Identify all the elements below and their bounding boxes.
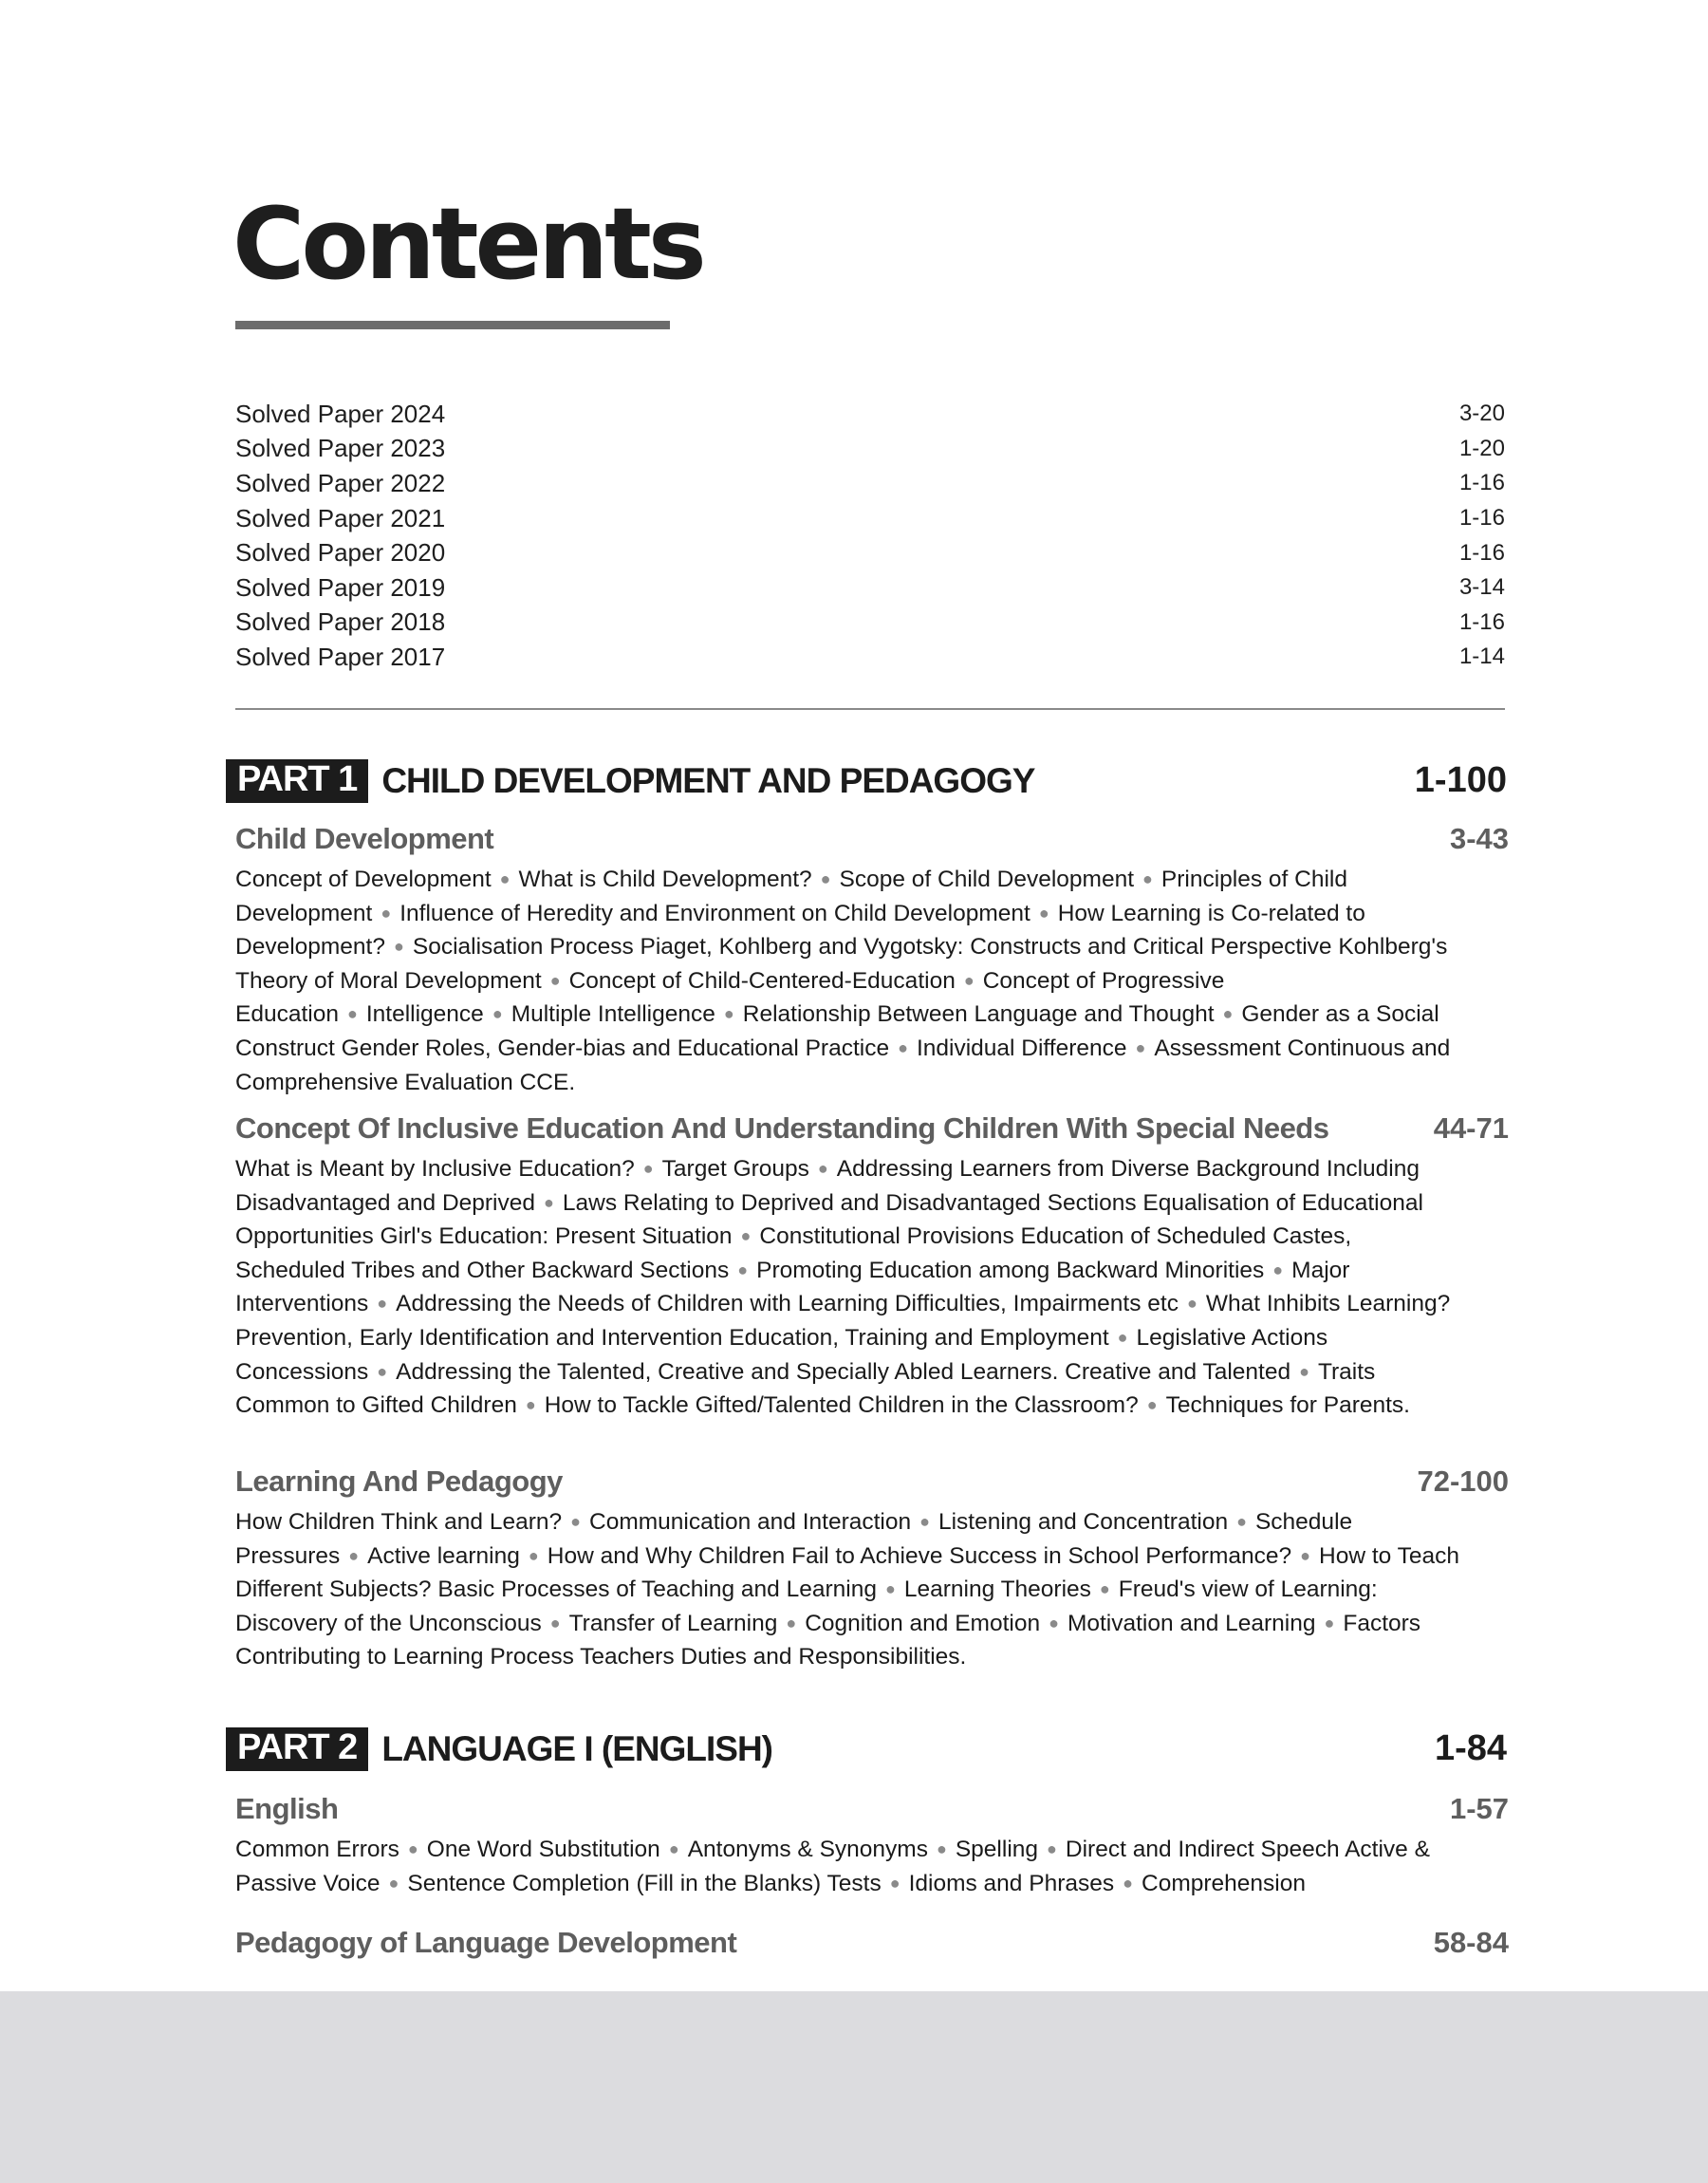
topic-list: [235, 1834, 1461, 1901]
bullet-separator: ●: [1299, 1361, 1309, 1381]
bullet-separator: ●: [1135, 1037, 1146, 1057]
bullet-separator: ●: [544, 1192, 554, 1212]
toc-entry-label: Solved Paper 2017: [235, 642, 446, 671]
section-title: English: [235, 1792, 339, 1825]
topic-item: How Learning is Co-related to Development?: [235, 900, 1365, 961]
solved-papers-list: [235, 397, 1505, 675]
section-heading[interactable]: [235, 1792, 1509, 1826]
topic-item: Legislative Actions Concessions: [235, 1324, 1328, 1385]
bullet-separator: ●: [1300, 1545, 1310, 1565]
part-title: LANGUAGE I (ENGLISH): [381, 1728, 772, 1768]
section-pages: 44-71: [1433, 1111, 1509, 1145]
bullet-separator: ●: [528, 1545, 539, 1565]
bullet-separator: ●: [1324, 1613, 1335, 1633]
title-underline: [235, 321, 670, 329]
topic-item: Individual Difference: [916, 1035, 1127, 1061]
bullet-separator: ●: [1236, 1512, 1247, 1531]
toc-entry[interactable]: [235, 501, 1505, 536]
bullet-separator: ●: [919, 1512, 930, 1531]
bullet-separator: ●: [377, 1361, 388, 1381]
topic-item: What is Child Development?: [518, 867, 812, 892]
topic-item: How to Tackle Gifted/Talented Children in the Classroom?: [544, 1392, 1139, 1419]
topic-item: Promoting Education among Backward Minorities: [756, 1257, 1265, 1283]
bullet-separator: ●: [740, 1226, 752, 1246]
toc-section: [235, 1465, 1509, 1673]
bullet-separator: ●: [1222, 1004, 1234, 1024]
toc-entry-label: Solved Paper 2018: [235, 607, 446, 637]
topic-item: Intelligence: [365, 1001, 484, 1028]
bullet-separator: ●: [393, 937, 404, 957]
topic-item: Concept of Child-Centered-Education: [568, 967, 956, 994]
section-divider: [235, 708, 1505, 710]
topic-item: Communication and Interaction: [589, 1509, 912, 1535]
bullet-separator: ●: [936, 1839, 947, 1858]
part-pages: 1-100: [1414, 760, 1507, 801]
toc-entry[interactable]: [235, 570, 1505, 606]
bullet-separator: ●: [1186, 1294, 1197, 1314]
bullet-separator: ●: [1123, 1873, 1133, 1893]
topic-item: Common Errors: [235, 1837, 399, 1862]
page-bottom-band: [0, 1991, 1708, 2183]
bullet-separator: ●: [820, 869, 831, 888]
topic-item: Multiple Intelligence: [511, 1001, 715, 1028]
topic-item: Schedule Pressures: [235, 1509, 1353, 1569]
topic-item: How to Teach Different Subjects? Basic Processes of Teaching and Learning: [235, 1542, 1459, 1603]
toc-entry[interactable]: [235, 535, 1505, 570]
toc-entry[interactable]: [235, 432, 1505, 467]
topic-item: Principles of Child Development: [235, 867, 1347, 926]
toc-entry[interactable]: [235, 466, 1505, 501]
toc-entry[interactable]: [235, 640, 1505, 675]
topic-item: Influence of Heredity and Environment on Child Development: [399, 900, 1030, 926]
bullet-separator: ●: [407, 1839, 418, 1858]
topic-item: Transfer of Learning: [568, 1610, 778, 1636]
toc-entry-pages: 3-20: [1458, 401, 1505, 427]
bullet-separator: ●: [499, 869, 511, 888]
topic-item: Freud's view of Learning: Discovery of the Unconscious: [235, 1577, 1378, 1636]
bullet-separator: ●: [1146, 1395, 1158, 1415]
topic-item: Major Interventions: [235, 1257, 1350, 1317]
toc-entry-pages: 3-14: [1458, 574, 1505, 601]
bullet-separator: ●: [348, 1545, 360, 1565]
section-pages: 72-100: [1417, 1465, 1509, 1498]
toc-entry-pages: 1-16: [1458, 470, 1505, 496]
bullet-separator: ●: [549, 970, 561, 990]
section-pages: 1-57: [1449, 1792, 1509, 1825]
topic-item: Target Groups: [661, 1156, 809, 1182]
topic-item: Idioms and Phrases: [908, 1870, 1115, 1896]
topic-item: How Children Think and Learn?: [235, 1509, 563, 1535]
topic-list: [235, 864, 1461, 1098]
topic-item: Sentence Completion (Fill in the Blanks) Tests: [407, 1870, 882, 1896]
toc-entry-label: Solved Paper 2023: [235, 434, 446, 463]
bullet-separator: ●: [723, 1004, 734, 1024]
bullet-separator: ●: [1038, 903, 1049, 923]
bullet-separator: ●: [346, 1004, 358, 1024]
toc-entry-pages: 1-16: [1458, 608, 1505, 635]
toc-section: [235, 1926, 1509, 1960]
bullet-separator: ●: [1099, 1579, 1110, 1599]
toc-entry-pages: 1-20: [1458, 435, 1505, 461]
bullet-separator: ●: [388, 1873, 399, 1893]
topic-item: Traits Common to Gifted Children: [235, 1358, 1376, 1419]
section-title: Pedagogy of Language Development: [235, 1926, 737, 1959]
section-heading[interactable]: [235, 1926, 1509, 1960]
toc-entry[interactable]: [235, 606, 1505, 641]
bullet-separator: ●: [549, 1613, 561, 1633]
topic-item: Constitutional Provisions Education of Scheduled Castes, Scheduled Tribes and Other Backward Sections: [235, 1223, 1352, 1283]
bullet-separator: ●: [1117, 1327, 1128, 1347]
topic-item: Spelling: [955, 1837, 1039, 1862]
section-title: Child Development: [235, 822, 494, 855]
bullet-separator: ●: [570, 1512, 581, 1531]
section-title: Concept Of Inclusive Education And Understanding Children With Special Needs: [235, 1111, 1329, 1145]
topic-item: Direct and Indirect Speech Active & Passive Voice: [235, 1837, 1430, 1896]
topic-item: Motivation and Learning: [1067, 1610, 1316, 1636]
topic-item: How and Why Children Fail to Achieve Success in School Performance?: [547, 1542, 1292, 1569]
topic-item: Scope of Child Development: [839, 867, 1135, 892]
bullet-separator: ●: [1142, 869, 1153, 888]
topic-item: Concept of Progressive Education: [235, 967, 1225, 1028]
topic-item: Laws Relating to Deprived and Disadvantaged Sections Equalisation of Educational Opportunities Girl's Education: Present Situation: [235, 1189, 1423, 1250]
bullet-separator: ●: [492, 1004, 503, 1024]
topic-list: [235, 1153, 1461, 1424]
topic-item: Listening and Concentration: [938, 1509, 1229, 1535]
page-title: Contents: [232, 186, 703, 302]
part-heading[interactable]: [226, 1727, 1507, 1771]
topic-item: Techniques for Parents.: [1165, 1392, 1410, 1419]
section-title: Learning And Pedagogy: [235, 1465, 563, 1498]
toc-entry[interactable]: [235, 397, 1505, 432]
toc-entry-label: Solved Paper 2024: [235, 399, 446, 428]
bullet-separator: ●: [1047, 1839, 1057, 1858]
bullet-separator: ●: [377, 1294, 388, 1314]
toc-entry-pages: 1-14: [1458, 644, 1505, 670]
toc-section: [235, 1111, 1509, 1424]
toc-section: [235, 1792, 1509, 1901]
bullet-separator: ●: [898, 1037, 908, 1057]
toc-entry-pages: 1-16: [1458, 505, 1505, 532]
topic-item: One Word Substitution: [426, 1837, 660, 1862]
section-heading[interactable]: [235, 1465, 1509, 1499]
bullet-separator: ●: [737, 1259, 749, 1279]
topic-item: Cognition and Emotion: [805, 1610, 1041, 1636]
bullet-separator: ●: [963, 970, 975, 990]
part-title: CHILD DEVELOPMENT AND PEDAGOGY: [381, 760, 1035, 800]
bullet-separator: ●: [786, 1613, 797, 1633]
part-label: PART 2: [226, 1727, 368, 1771]
toc-entry-pages: 1-16: [1458, 539, 1505, 566]
bullet-separator: ●: [642, 1159, 654, 1178]
bullet-separator: ●: [889, 1873, 900, 1893]
part-pages: 1-84: [1434, 1728, 1507, 1769]
bullet-separator: ●: [884, 1579, 896, 1599]
topic-item: Addressing the Talented, Creative and Specially Abled Learners. Creative and Talented: [396, 1358, 1291, 1385]
section-pages: 3-43: [1449, 822, 1509, 855]
toc-entry-label: Solved Paper 2022: [235, 468, 446, 497]
topic-item: Factors Contributing to Learning Process Teachers Duties and Responsibilities.: [235, 1610, 1421, 1670]
part-label: PART 1: [226, 759, 368, 803]
topic-item: Relationship Between Language and Thought: [742, 1001, 1215, 1028]
toc-entry-label: Solved Paper 2021: [235, 503, 446, 532]
bullet-separator: ●: [817, 1159, 828, 1178]
topic-list: [235, 1506, 1461, 1673]
section-heading[interactable]: [235, 1111, 1509, 1146]
topic-item: Addressing Learners from Diverse Background Including Disadvantaged and Deprived: [235, 1156, 1420, 1216]
bullet-separator: ●: [1049, 1613, 1059, 1633]
bullet-separator: ●: [381, 903, 392, 923]
toc-entry-label: Solved Paper 2020: [235, 538, 446, 568]
topic-item: What Inhibits Learning? Prevention, Early Identification and Intervention Education, Training and Employment: [235, 1291, 1451, 1351]
section-pages: 58-84: [1433, 1926, 1509, 1959]
topic-item: What is Meant by Inclusive Education?: [235, 1156, 635, 1182]
topic-item: Addressing the Needs of Children with Learning Difficulties, Impairments etc: [396, 1291, 1179, 1317]
topic-item: Concept of Development: [235, 867, 492, 892]
topic-item: Gender as a Social Construct Gender Roles, Gender-bias and Educational Practice: [235, 1001, 1439, 1061]
bullet-separator: ●: [668, 1839, 679, 1858]
bullet-separator: ●: [525, 1395, 536, 1415]
bullet-separator: ●: [1272, 1259, 1284, 1279]
part-heading[interactable]: [226, 759, 1507, 803]
topic-item: Learning Theories: [903, 1577, 1091, 1603]
topic-item: Antonyms & Synonyms: [687, 1837, 928, 1862]
topic-item: Active learning: [367, 1542, 520, 1569]
toc-section: [235, 822, 1509, 1098]
topic-item: Assessment Continuous and Comprehensive Evaluation CCE.: [235, 1035, 1451, 1095]
section-heading[interactable]: [235, 822, 1509, 856]
topic-item: Socialisation Process Piaget, Kohlberg and Vygotsky: Constructs and Critical Perspective Kohlberg's Theory of Moral Development: [235, 934, 1448, 994]
toc-entry-label: Solved Paper 2019: [235, 572, 446, 602]
topic-item: Comprehension: [1142, 1870, 1306, 1896]
